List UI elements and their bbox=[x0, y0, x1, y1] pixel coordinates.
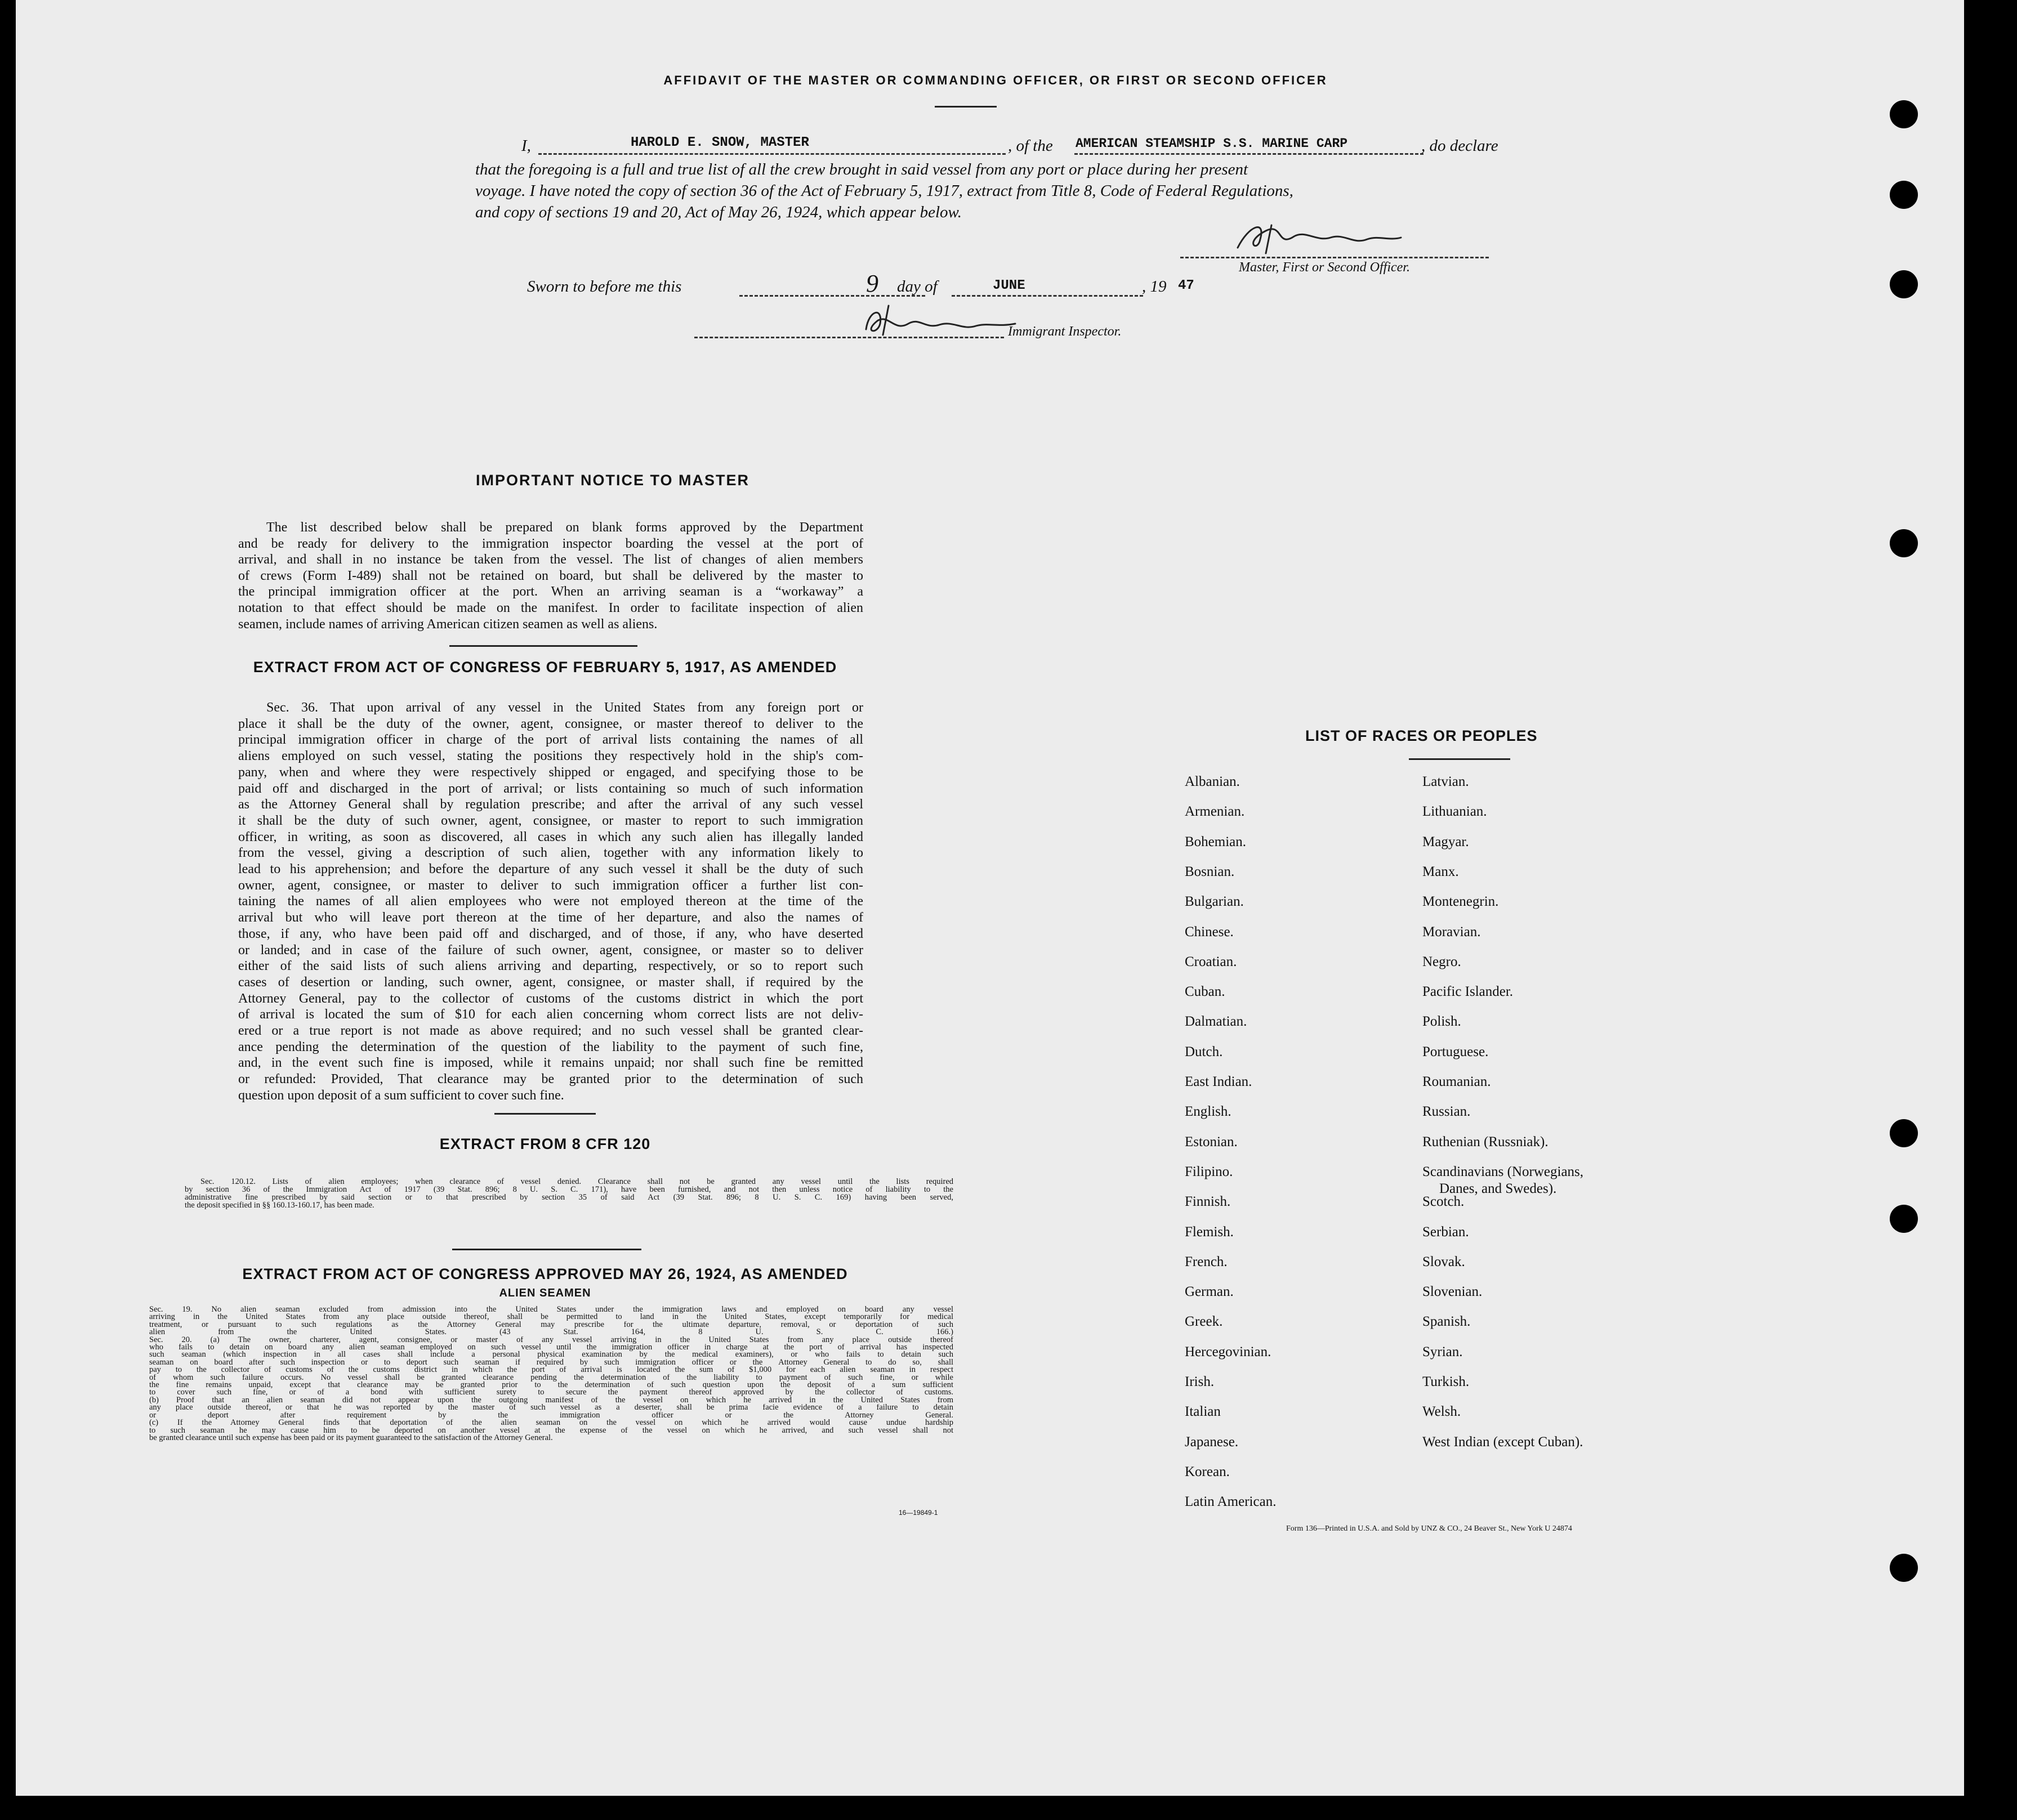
extract-1917-line: question upon deposit of a sum sufficient to cover such fine. bbox=[238, 1088, 564, 1103]
race-entry: Latin American. bbox=[1185, 1494, 1277, 1510]
race-entry: Dutch. bbox=[1185, 1044, 1223, 1059]
month-field: JUNE bbox=[993, 278, 1025, 293]
extract-1917-line: officer, in writing, as soon as discovered, all cases in which any such alien has illegally landed bbox=[238, 829, 863, 844]
race-entry: Bohemian. bbox=[1185, 834, 1247, 849]
extract-1924-line: alien from the United States. (43 Stat. 164, 8 U. S. C. 166.) bbox=[149, 1329, 953, 1336]
race-entry: Italian bbox=[1185, 1404, 1221, 1420]
affidavit-line-3: voyage. I have noted the copy of section 36 of the Act of February 5, 1917, extract from Title 8, Code of Federal Regulations, bbox=[475, 182, 1293, 200]
notice-line: arrival, and shall in no instance be taken from the vessel. The list of changes of alien members bbox=[238, 552, 863, 567]
affidavit-of-the: , of the bbox=[1008, 137, 1053, 155]
race-entry: Estonian. bbox=[1185, 1134, 1238, 1150]
extract-1924-line: any place outside thereof, or that he was reported by the master of such vessel as a deserter, shall be prima facie evidence of a failure to detain bbox=[149, 1404, 953, 1412]
race-entry: Chinese. bbox=[1185, 924, 1234, 940]
cfr-rule bbox=[452, 1249, 641, 1250]
race-entry: Flemish. bbox=[1185, 1224, 1234, 1240]
race-entry: Bulgarian. bbox=[1185, 894, 1244, 910]
races-rule bbox=[1409, 758, 1510, 760]
cfr-paragraph bbox=[185, 1178, 953, 1209]
notice-line: the principal immigration officer at the port. When an arriving seaman is a “workaway” a bbox=[238, 584, 863, 600]
cfr-line: Sec. 120.12. Lists of alien employees; when clearance of vessel denied. Clearance shall not be granted any vessel until the lists required bbox=[200, 1178, 953, 1186]
extract-1917-line: from the vessel, giving a description of such alien, together with any information likely to bbox=[238, 846, 863, 861]
extract-1924-line: of whom such failure occurs. No vessel shall be granted clearance pending the determination of the liability to payment of such fine, or while bbox=[149, 1374, 953, 1382]
binder-hole bbox=[1890, 1554, 1918, 1582]
sworn-label: Sworn to before me this bbox=[527, 278, 682, 296]
extract-1917-line: owner, agent, consignee, or master to deliver to such immigration officer a further list con- bbox=[238, 878, 863, 893]
cfr-title: EXTRACT FROM 8 CFR 120 bbox=[439, 1135, 651, 1152]
binder-hole bbox=[1890, 100, 1918, 128]
race-entry: Negro. bbox=[1422, 954, 1461, 969]
extract-1917-paragraph bbox=[238, 700, 863, 1104]
extract-1924-line: (b) Proof that an alien seaman did not appear upon the outgoing manifest of the vessel on which he arrived in the United States from bbox=[149, 1396, 953, 1405]
race-entry: Portuguese. bbox=[1422, 1044, 1489, 1059]
form-number-left: 16—19849-1 bbox=[899, 1509, 938, 1517]
race-entry: Magyar. bbox=[1422, 834, 1469, 849]
extract-1917-line: of arrival is located the sum of $10 for each alien concerning whom correct lists are not deliv- bbox=[238, 1007, 863, 1022]
notice-title: IMPORTANT NOTICE TO MASTER bbox=[476, 472, 749, 489]
extract-1924-subtitle: ALIEN SEAMEN bbox=[499, 1287, 591, 1299]
year-field: 47 bbox=[1178, 278, 1194, 293]
day-of-label: day of bbox=[897, 278, 938, 296]
master-name-field: HAROLD E. SNOW, MASTER bbox=[631, 135, 809, 150]
extract-1917-line: aliens employed on such vessel, stating the positions they respectively hold in the ship's com- bbox=[238, 749, 863, 764]
races-title: LIST OF RACES OR PEOPLES bbox=[1305, 727, 1538, 744]
extract-1924-line: arriving in the United States from any place outside thereof, shall be permitted to land in the United States, except temporarily for medical bbox=[149, 1313, 953, 1321]
extract-1917-line: those, if any, who have been paid off and discharged, and of those, if any, who have deserted bbox=[238, 926, 863, 941]
day-value: 9 bbox=[866, 270, 878, 297]
extract-1924-line: treatment, or pursuant to such regulations as the Attorney General may prescribe for the ultimate departure, removal, or deportation of such bbox=[149, 1321, 953, 1329]
extract-1924-line: the fine remains unpaid, except that clearance may be granted prior to the determination of such question upon the deposit of a sum sufficient bbox=[149, 1381, 953, 1389]
race-entry: Hercegovinian. bbox=[1185, 1344, 1271, 1360]
notice-line: and be ready for delivery to the immigration inspector boarding the vessel at the port of bbox=[238, 536, 863, 551]
race-entry: West Indian (except Cuban). bbox=[1422, 1434, 1583, 1450]
extract-1924-line: (c) If the Attorney General finds that deportation of the alien seaman on the vessel on which he arrived would cause undue hardship bbox=[149, 1419, 953, 1427]
race-entry: English. bbox=[1185, 1104, 1231, 1120]
race-entry: Scotch. bbox=[1422, 1194, 1465, 1210]
race-entry: Serbian. bbox=[1422, 1224, 1469, 1240]
race-entry: Russian. bbox=[1422, 1104, 1471, 1120]
extract-1924-line: to cover such fine, or of a bond with sufficient surety to secure the payment thereof approved by the collector of customs. bbox=[149, 1389, 953, 1397]
extract-1917-line: lead to his apprehension; and before the departure of any such vessel it shall be the duty of such bbox=[238, 862, 863, 877]
extract-1917-line: and, in the event such fine is imposed, while it remains unpaid; nor shall such fine be remitted bbox=[238, 1056, 863, 1071]
race-entry: Moravian. bbox=[1422, 924, 1481, 940]
month-blank bbox=[952, 295, 1143, 297]
race-entry: Danes, and Swedes). bbox=[1439, 1180, 1557, 1196]
extract-1917-line: ered or a true report is not made as above required; and no such vessel shall be granted clear- bbox=[238, 1023, 863, 1039]
race-entry: Pacific Islander. bbox=[1422, 984, 1514, 1000]
race-entry: Scandinavians (Norwegians, bbox=[1422, 1164, 1584, 1179]
cfr-line: by section 36 of the Immigration Act of 1917 (39 Stat. 896; 8 U. S. C. 171), have been furnished, and not then unless notice of liability to the bbox=[185, 1186, 953, 1193]
notice-line: notation to that effect should be made on the manifest. In order to facilitate inspection of alien bbox=[238, 600, 863, 615]
extract-1917-line: cases of desertion or landing, such owner, agent, consignee, or master shall, if required by the bbox=[238, 974, 863, 990]
affidavit-line-4: and copy of sections 19 and 20, Act of May 26, 1924, which appear below. bbox=[475, 203, 962, 221]
extract-1917-line: paid off and discharged in the port of arrival; or lists containing so much of such information bbox=[238, 781, 863, 796]
extract-1917-line: it shall be the duty of such owner, agent, consignee, or master to report to such immigration bbox=[238, 813, 863, 828]
race-entry: Cuban. bbox=[1185, 984, 1225, 1000]
race-entry: French. bbox=[1185, 1254, 1228, 1269]
notice-rule bbox=[449, 645, 637, 647]
race-entry: Slovenian. bbox=[1422, 1284, 1483, 1300]
race-entry: Roumanian. bbox=[1422, 1074, 1491, 1089]
race-entry: Polish. bbox=[1422, 1014, 1461, 1030]
race-entry: Lithuanian. bbox=[1422, 804, 1487, 820]
race-entry: Spanish. bbox=[1422, 1314, 1471, 1330]
binder-hole bbox=[1890, 529, 1918, 557]
document-page bbox=[16, 0, 1964, 1796]
vessel-name-field: AMERICAN STEAMSHIP S.S. MARINE CARP bbox=[1076, 136, 1348, 151]
master-caption: Master, First or Second Officer. bbox=[1239, 260, 1410, 275]
extract-1917-line: principal immigration officer in charge of the port of arrival lists containing the names of all bbox=[238, 732, 863, 748]
race-entry: Welsh. bbox=[1422, 1404, 1461, 1420]
year-prefix: , 19 bbox=[1142, 278, 1167, 296]
inspector-caption: Immigrant Inspector. bbox=[1008, 324, 1122, 339]
extract-1924-line: such seaman (which inspection in all cases shall include a personal physical examination by the medical examiners), or who fails to detain such bbox=[149, 1351, 953, 1359]
printer-footer: Form 136—Printed in U.S.A. and Sold by UNZ & CO., 24 Beaver St., New York U 24874 bbox=[1286, 1524, 1572, 1533]
title-rule bbox=[935, 106, 997, 108]
race-entry: Japanese. bbox=[1185, 1434, 1239, 1450]
extract-1917-line: as the Attorney General shall by regulation prescribe; and after the arrival of any such vessel bbox=[238, 797, 863, 812]
race-entry: Latvian. bbox=[1422, 774, 1469, 789]
affidavit-line-2: that the foregoing is a full and true list of all the crew brought in said vessel from any port or place during her present bbox=[475, 160, 1248, 178]
race-entry: Bosnian. bbox=[1185, 864, 1235, 879]
extract-1924-line: be granted clearance until such expense has been paid or its payment guaranteed to the satisfaction of the Attorney General. bbox=[149, 1434, 553, 1442]
race-entry: East Indian. bbox=[1185, 1074, 1252, 1089]
extract-1917-line: arrival but who will leave port thereon at the time of her departure, and also the names of bbox=[238, 910, 863, 925]
notice-line: The list described below shall be prepared on blank forms approved by the Department bbox=[266, 520, 863, 535]
extract-1924-line: who fails to detain on board any alien seaman employed on such vessel until the immigration officer in charge at the port of arrival has inspected bbox=[149, 1344, 953, 1352]
extract-1917-line: taining the names of all alien employees who were not employed thereon at the time of the bbox=[238, 894, 863, 909]
extract-1924-title: EXTRACT FROM ACT OF CONGRESS APPROVED MAY 26, 1924, AS AMENDED bbox=[242, 1265, 848, 1282]
extract-1924-line: seaman on board after such inspection or to deport such seaman if required by such immigration officer or the Attorney General to do so, shall bbox=[149, 1358, 953, 1367]
race-entry: Albanian. bbox=[1185, 774, 1240, 789]
affidavit-i: I, bbox=[521, 137, 531, 155]
extract-1917-line: either of the said lists of such aliens arriving and departing, respectively, or so to report such bbox=[238, 959, 863, 974]
extract-1917-line: or refunded: Provided, That clearance may be granted prior to the determination of such bbox=[238, 1072, 863, 1087]
race-entry: Manx. bbox=[1422, 864, 1459, 879]
race-entry: Korean. bbox=[1185, 1464, 1230, 1479]
race-entry: Filipino. bbox=[1185, 1164, 1233, 1179]
affidavit-title: AFFIDAVIT OF THE MASTER OR COMMANDING OFFICER, OR FIRST OR SECOND OFFICER bbox=[663, 73, 1328, 87]
race-entry: Croatian. bbox=[1185, 954, 1237, 969]
binder-hole bbox=[1890, 270, 1918, 298]
race-entry: Finnish. bbox=[1185, 1194, 1231, 1210]
notice-line: seamen, include names of arriving American citizen seamen as well as aliens. bbox=[238, 616, 658, 632]
race-entry: Montenegrin. bbox=[1422, 894, 1499, 910]
binder-hole bbox=[1890, 1119, 1918, 1147]
extract-1917-line: Sec. 36. That upon arrival of any vessel in the United States from any foreign port or bbox=[266, 700, 863, 715]
race-entry: Syrian. bbox=[1422, 1344, 1463, 1360]
race-entry: Armenian. bbox=[1185, 804, 1245, 820]
race-entry: Slovak. bbox=[1422, 1254, 1465, 1269]
extract-1917-title: EXTRACT FROM ACT OF CONGRESS OF FEBRUARY 5, 1917, AS AMENDED bbox=[253, 659, 837, 676]
extract-1924-line: Sec. 19. No alien seaman excluded from admission into the United States under the immigration laws and employed on board any vessel bbox=[149, 1306, 953, 1314]
notice-paragraph bbox=[238, 520, 863, 632]
extract-1917-rule bbox=[494, 1113, 596, 1115]
extract-1917-line: pany, when and where they were respectively shipped or engaged, and specifying those to be bbox=[238, 764, 863, 780]
vessel-blank bbox=[1074, 153, 1423, 155]
extract-1917-line: Attorney General, pay to the collector of customs of the customs district in which the port bbox=[238, 991, 863, 1006]
race-entry: Greek. bbox=[1185, 1314, 1223, 1330]
extract-1917-line: ance pending the determination of the question of the liability to the payment of such fine, bbox=[238, 1039, 863, 1054]
affidavit-do-declare: , do declare bbox=[1421, 137, 1498, 155]
name-blank bbox=[538, 153, 1006, 155]
extract-1924-line: to such seaman he may cause him to be deported on another vessel at the expense of the vessel on which he arrived, and such vessel shall not bbox=[149, 1427, 953, 1434]
race-entry: Ruthenian (Russniak). bbox=[1422, 1134, 1549, 1150]
binder-hole bbox=[1890, 181, 1918, 209]
race-entry: Turkish. bbox=[1422, 1374, 1470, 1389]
cfr-line: administrative fine prescribed by said section or to that prescribed by section 35 of said Act (39 Stat. 896; 8 U. S. C. 169) having been served, bbox=[185, 1193, 953, 1201]
race-entry: Irish. bbox=[1185, 1374, 1215, 1389]
extract-1917-line: or landed; and in case of the failure of such owner, agent, consignee, or master so to deliver bbox=[238, 942, 863, 958]
binder-hole bbox=[1890, 1205, 1918, 1233]
extract-1924-paragraph bbox=[149, 1306, 953, 1442]
extract-1924-line: Sec. 20. (a) The owner, charterer, agent, consignee, or master of any vessel arriving in the United States from any place outside thereof bbox=[149, 1336, 953, 1344]
master-signature bbox=[1232, 214, 1418, 259]
notice-line: of crews (Form I-489) shall not be retained on board, but shall be delivered by the master to bbox=[238, 568, 863, 583]
extract-1917-line: place it shall be the duty of the owner, agent, consignee, or master thereof to deliver to the bbox=[238, 716, 863, 731]
race-entry: German. bbox=[1185, 1284, 1234, 1300]
race-entry: Dalmatian. bbox=[1185, 1014, 1247, 1030]
extract-1924-line: pay to the collector of customs of the customs district in which the port of arrival is located the sum of $1,000 for each alien seaman in respect bbox=[149, 1366, 953, 1374]
cfr-line: the deposit specified in §§ 160.13-160.17, has been made. bbox=[185, 1201, 374, 1209]
extract-1924-line: or deport after requirement by the immigration officer or the Attorney General. bbox=[149, 1411, 953, 1420]
